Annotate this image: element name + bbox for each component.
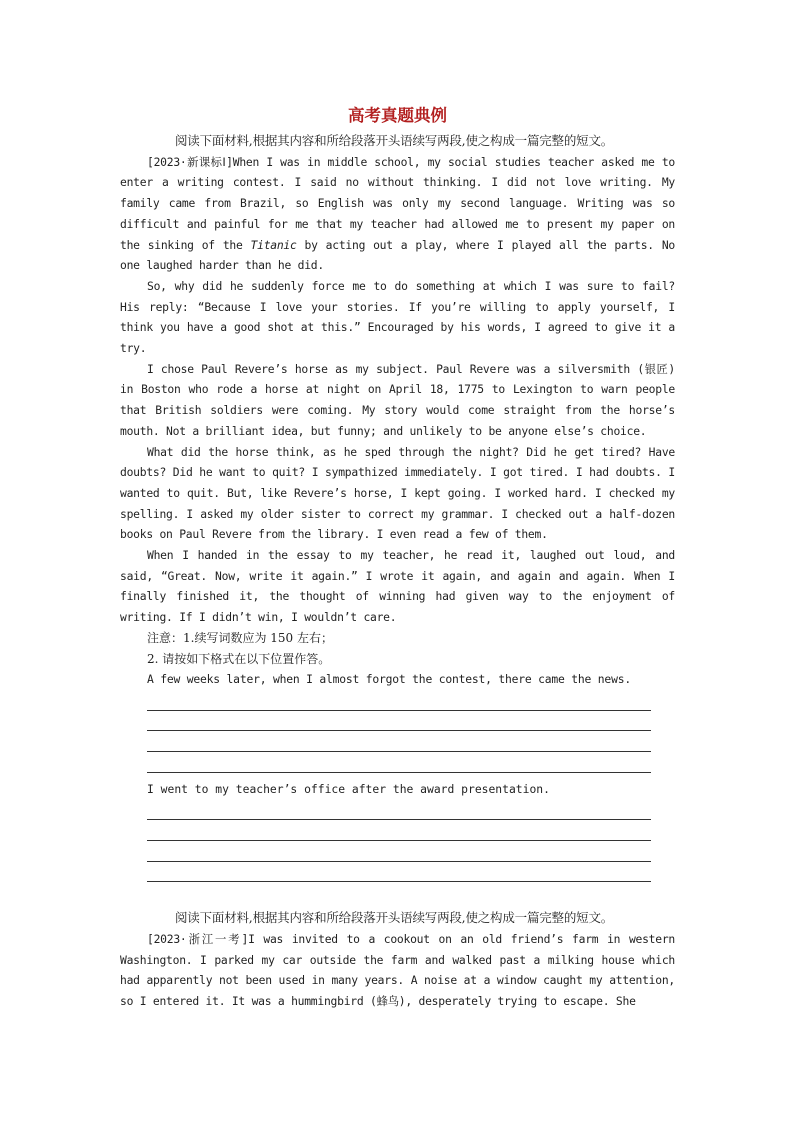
answer-line[interactable] [147,799,651,820]
source-tag-2: [2023·浙江一考] [147,931,249,946]
paragraph-1-text-b: by acting out a play, where I played all the parts. No one laughed harder than he did. [120,237,676,273]
answer-line[interactable] [147,731,651,752]
note-line-1: 注意：1.续写词数应为 150 左右； [147,630,333,645]
source-tag: [2023·新课标Ⅰ] [147,154,233,169]
answer-line[interactable] [147,752,651,773]
section-gap [120,882,675,908]
paragraph-6 [120,929,675,1012]
answer-line[interactable] [147,711,651,732]
titanic-italic: Titanic [250,237,297,252]
instruction-2: 阅读下面材料,根据其内容和所给段落开头语续写两段,使之构成一篇完整的短文。 [175,910,614,926]
continuation-lead-1: A few weeks later, when I almost forgot the contest, there came the news. [147,672,631,687]
paragraph-1 [120,152,675,276]
answer-line[interactable] [147,820,651,841]
note-line-2: 2. 请按如下格式在以下位置作答。 [147,651,331,666]
instruction-1: 阅读下面材料,根据其内容和所给段落开头语续写两段,使之构成一篇完整的短文。 [175,133,614,148]
paragraph-3: I chose Paul Revere’s horse as my subject. Paul Revere was a silversmith (银匠) in Boston who rode a horse at night on April 18, 1775 to Lexington to warn people that British soldiers were coming. My story would come straight from the horse’s mouth. Not a brilliant idea, but funny; and unlikely to be anyone else’s choice. [120,361,675,438]
paragraph-1-text-a: When I was in middle school, my social studies teacher asked me to enter a writing contest. I said no without thinking. I did not love writing. My family came from Brazil, so English was only my second language. Writing was so difficult and painful for me that my teacher had allowed me to present my paper on the sinking of the [120,154,675,252]
answer-line[interactable] [147,862,651,883]
paragraph-2: So, why did he suddenly force me to do something at which I was sure to fail? His reply: “Because I love your stories. If you’re willing to apply yourself, I think you have a good shot at this.” Encouraged by his words, I agreed to give it a try. [120,278,675,356]
answer-line[interactable] [147,690,651,711]
paragraph-5: When I handed in the essay to my teacher, he read it, laughed out loud, and said, “Great. Now, write it again.” I wrote it again, and again and again. When I finally finished it, the thought of winning had given way to the enjoyment of writing. If I didn’t win, I wouldn’t care. [120,548,675,625]
answer-line[interactable] [147,841,651,862]
document-page [120,103,675,1012]
continuation-lead-2: I went to my teacher’s office after the award presentation. [147,781,550,796]
page-title: 高考真题典例 [348,106,447,125]
paragraph-6-text: I was invited to a cookout on an old friend’s farm in western Washington. I parked my car outside the farm and walked past a milking house which had apparently not been used in many years. A noise at a window caught my attention, so I entered it. It was a hummingbird (蜂鸟), desperately trying to escape. She [120,931,675,1008]
paragraph-4: What did the horse think, as he sped through the night? Did he get tired? Have doubts? Did he want to quit? I sympathized immediately. I got tired. I had doubts. I wanted to quit. But, like Revere’s horse, I kept going. I worked hard. I checked my spelling. I asked my older sister to correct my grammar. I checked out a half-dozen books on Paul Revere from the library. I even read a few of them. [120,444,675,542]
